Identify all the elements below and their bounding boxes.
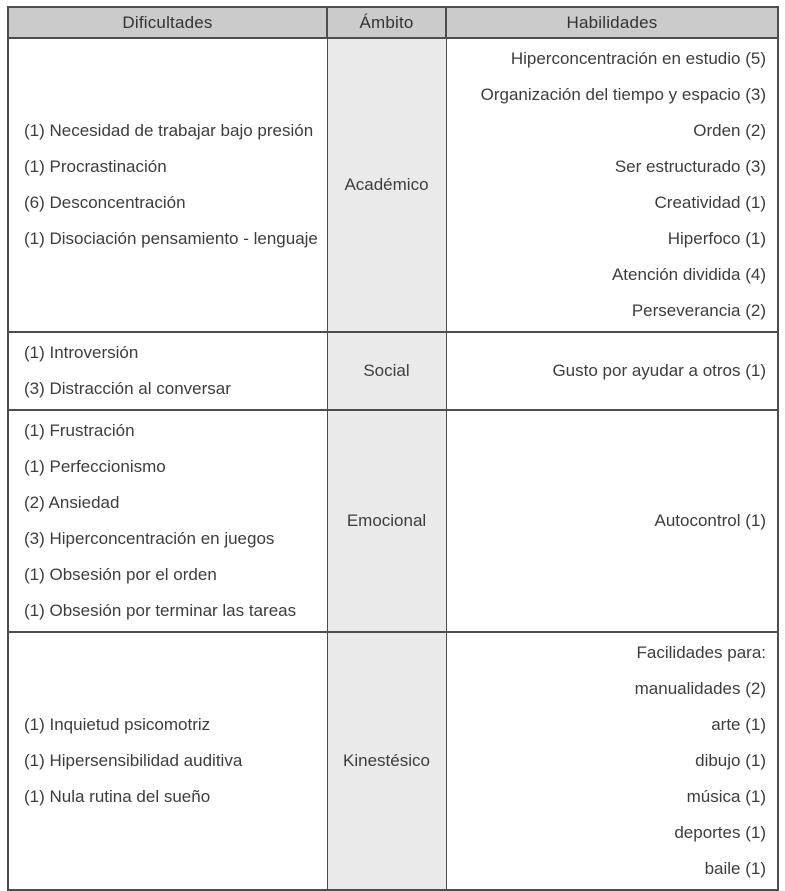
difficulties-skills-table [7, 6, 779, 891]
dificultad-item: (1) Disociación pensamiento - lenguaje [24, 229, 318, 248]
habilidad-item: Autocontrol (1) [654, 511, 766, 530]
dificultad-item: (3) Distracción al conversar [24, 379, 231, 398]
dificultad-item: (1) Nula rutina del sueño [24, 787, 211, 806]
habilidad-item: deportes (1) [674, 823, 766, 842]
dificultad-item: (1) Frustración [24, 421, 135, 440]
habilidades-cell [446, 410, 778, 632]
habilidades-cell [446, 632, 778, 890]
habilidad-item: baile (1) [704, 859, 766, 878]
difficulties-skills-table-wrap [7, 6, 777, 891]
habilidad-item: Gusto por ayudar a otros (1) [552, 361, 766, 380]
table-row [8, 410, 778, 632]
ambito-label: Social [363, 361, 410, 380]
table-header [8, 7, 778, 38]
dificultades-cell [8, 332, 327, 410]
dificultad-item: (2) Ansiedad [24, 493, 120, 512]
ambito-label: Kinestésico [343, 751, 430, 770]
habilidad-item: Facilidades para: [636, 643, 766, 662]
dificultad-item: (1) Necesidad de trabajar bajo presión [24, 121, 314, 140]
habilidades-cell [446, 332, 778, 410]
dificultades-cell [8, 410, 327, 632]
dificultad-item: (1) Hipersensibilidad auditiva [24, 751, 243, 770]
dificultad-item: (1) Obsesión por el orden [24, 565, 217, 584]
ambito-cell [327, 38, 446, 332]
habilidades-cell [446, 38, 778, 332]
dificultad-item: (1) Perfeccionismo [24, 457, 166, 476]
ambito-cell [327, 410, 446, 632]
ambito-cell [327, 632, 446, 890]
habilidad-item: música (1) [686, 787, 766, 806]
ambito-label: Académico [344, 175, 429, 194]
ambito-label: Emocional [346, 511, 427, 530]
habilidad-item: Hiperfoco (1) [667, 229, 766, 248]
habilidad-item: Hiperconcentración en estudio (5) [510, 49, 766, 68]
habilidad-item: Atención dividida (4) [611, 265, 766, 284]
table-row [8, 632, 778, 890]
habilidad-item: Ser estructurado (3) [614, 157, 766, 176]
table-row [8, 38, 778, 332]
header-habilidades: Habilidades [446, 7, 778, 38]
habilidad-item: manualidades (2) [634, 679, 766, 698]
dificultad-item: (1) Obsesión por terminar las tareas [24, 601, 297, 620]
habilidad-item: arte (1) [711, 715, 766, 734]
header-ambito: Ámbito [327, 7, 446, 38]
habilidad-item: Organización del tiempo y espacio (3) [480, 85, 766, 104]
dificultades-cell [8, 38, 327, 332]
dificultad-item: (3) Hiperconcentración en juegos [24, 529, 275, 548]
dificultad-item: (1) Inquietud psicomotriz [24, 715, 211, 734]
dificultades-cell [8, 632, 327, 890]
habilidad-item: Orden (2) [693, 121, 766, 140]
ambito-cell [327, 332, 446, 410]
table-row [8, 332, 778, 410]
table-body [8, 38, 778, 890]
header-row [8, 7, 778, 38]
habilidad-item: Creatividad (1) [654, 193, 766, 212]
habilidad-item: Perseverancia (2) [631, 301, 766, 320]
dificultad-item: (6) Desconcentración [24, 193, 186, 212]
dificultad-item: (1) Procrastinación [24, 157, 167, 176]
habilidad-item: dibujo (1) [695, 751, 766, 770]
header-dificultades: Dificultades [8, 7, 327, 38]
dificultad-item: (1) Introversión [24, 343, 139, 362]
